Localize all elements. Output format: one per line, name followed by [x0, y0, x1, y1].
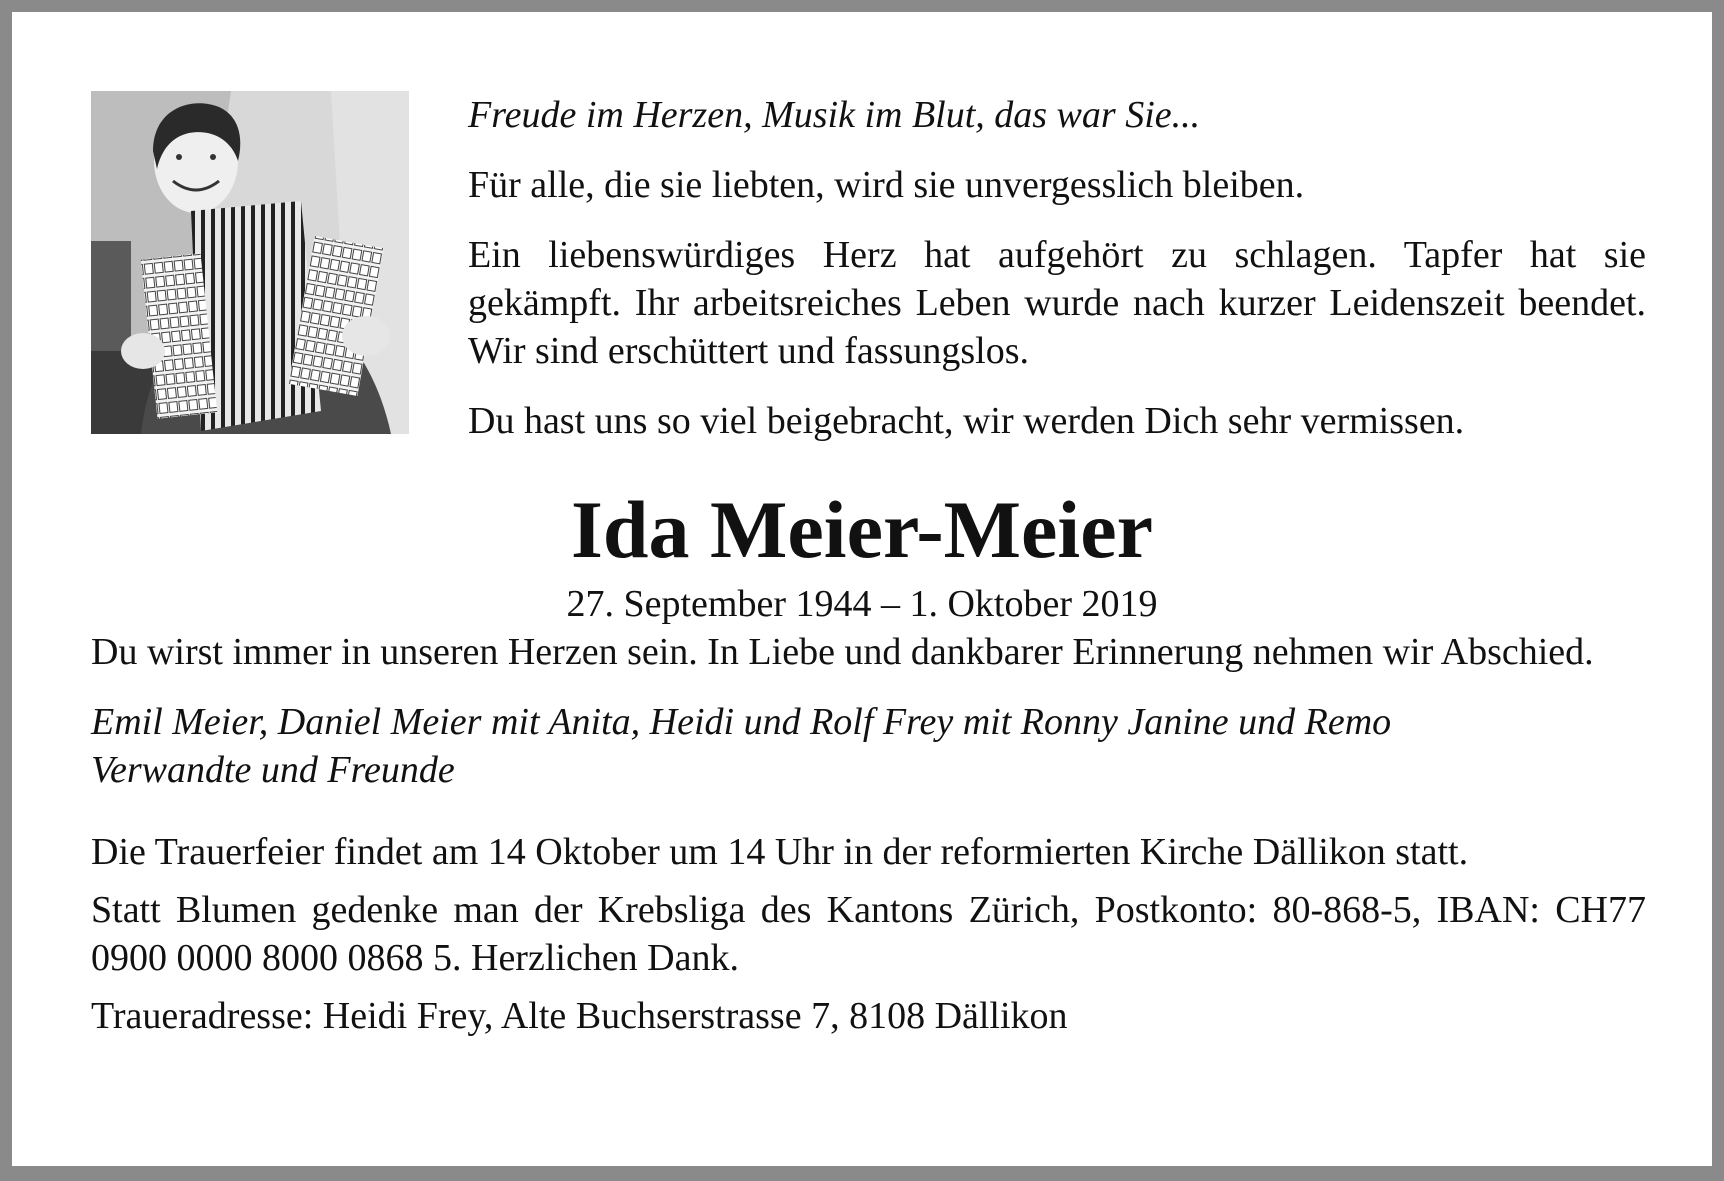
mourners-line-1: Emil Meier, Daniel Meier mit Anita, Heidi und Rolf Frey mit Ronny Janine und Remo	[91, 701, 1392, 743]
intro-line-2: Ein liebenswürdiges Herz hat aufgehört zu schlagen. Tapfer hat sie gekämpft. Ihr arbeitsreiches Leben wurde nach kurzer Leidenszeit beendet. Wir sind erschüttert und fassungslos.	[468, 234, 1646, 372]
intro-quote: Freude im Herzen, Musik im Blut, das war Sie...	[468, 94, 1201, 136]
mourners-list	[91, 698, 1646, 794]
mourning-address: Traueradresse: Heidi Frey, Alte Buchserstrasse 7, 8108 Dällikon	[91, 995, 1068, 1037]
portrait-photo	[91, 91, 409, 434]
life-dates: 27. September 1944 – 1. Oktober 2019	[566, 583, 1158, 625]
donation-info: Statt Blumen gedenke man der Krebsliga des Kantons Zürich, Postkonto: 80-868-5, IBAN: CH77 0900 0000 8000 0868 5. Herzlichen Dank.	[91, 889, 1646, 979]
mourners-line-2: Verwandte und Freunde	[91, 749, 455, 791]
obituary-body	[91, 628, 1646, 1040]
intro-text	[468, 91, 1646, 467]
service-info: Die Trauerfeier findet am 14 Oktober um 14 Uhr in der reformierten Kirche Dällikon statt.	[91, 831, 1469, 873]
deceased-name: Ida Meier-Meier	[570, 484, 1153, 575]
farewell-text: Du wirst immer in unseren Herzen sein. In Liebe und dankbarer Erinnerung nehmen wir Abschied.	[91, 631, 1594, 673]
obituary-card	[12, 12, 1712, 1166]
intro-line-3: Du hast uns so viel beigebracht, wir werden Dich sehr vermissen.	[468, 400, 1465, 442]
intro-line-1: Für alle, die sie liebten, wird sie unvergesslich bleiben.	[468, 164, 1305, 206]
